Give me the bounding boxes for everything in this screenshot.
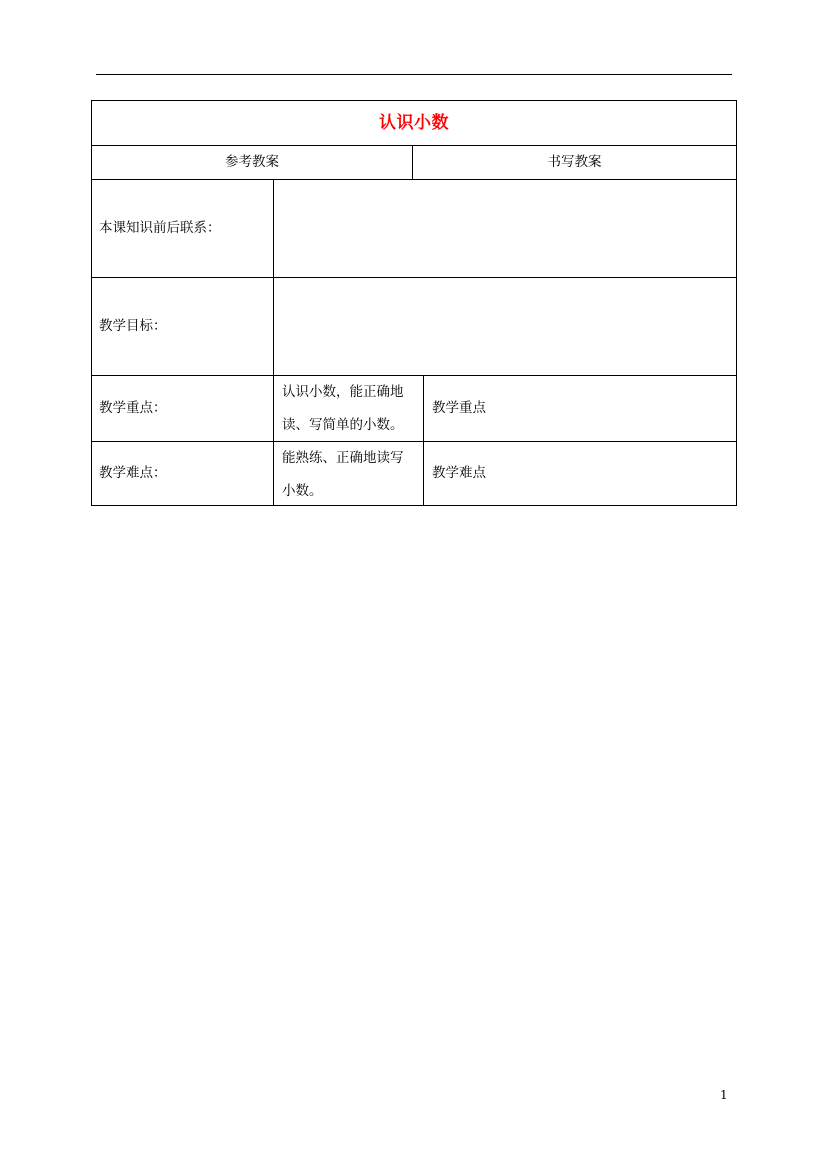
row-content-connection[interactable] (273, 179, 737, 278)
row-label-key-point (91, 375, 274, 442)
row-reference-key-point (273, 375, 424, 442)
key-point-line-2: 读、写简单的小数。 (282, 417, 404, 433)
row-content-objective[interactable] (273, 277, 737, 376)
row-writing-key-point[interactable] (423, 375, 737, 442)
difficulty-line-1: 能熟练、正确地读写 (282, 450, 404, 466)
page-number: 1 (720, 1088, 728, 1102)
column-header-reference-label: 参考教案 (225, 153, 279, 170)
row-label-difficulty-text: 教学难点： (99, 464, 167, 481)
difficulty-line-2: 小数。 (282, 483, 323, 499)
row-label-objective (91, 277, 274, 376)
column-header-writing-label: 书写教案 (547, 153, 602, 170)
page-title: 认识小数 (379, 112, 449, 133)
row-label-difficulty (91, 441, 274, 506)
row-reference-difficulty (273, 441, 424, 506)
row-label-connection-text: 本课知识前后联系： (99, 219, 221, 236)
row-writing-difficulty-text: 教学难点 (432, 464, 486, 481)
row-label-objective-text: 教学目标： (99, 317, 167, 334)
header-rule (96, 74, 732, 75)
title-cell (91, 100, 737, 146)
column-header-reference (91, 145, 413, 180)
row-label-connection (91, 179, 274, 278)
key-point-line-1: 认识小数，能正确地 (282, 384, 404, 400)
row-label-key-point-text: 教学重点： (99, 399, 167, 416)
row-writing-key-point-text: 教学重点 (432, 399, 486, 416)
row-writing-difficulty[interactable] (423, 441, 737, 506)
column-header-writing (412, 145, 737, 180)
